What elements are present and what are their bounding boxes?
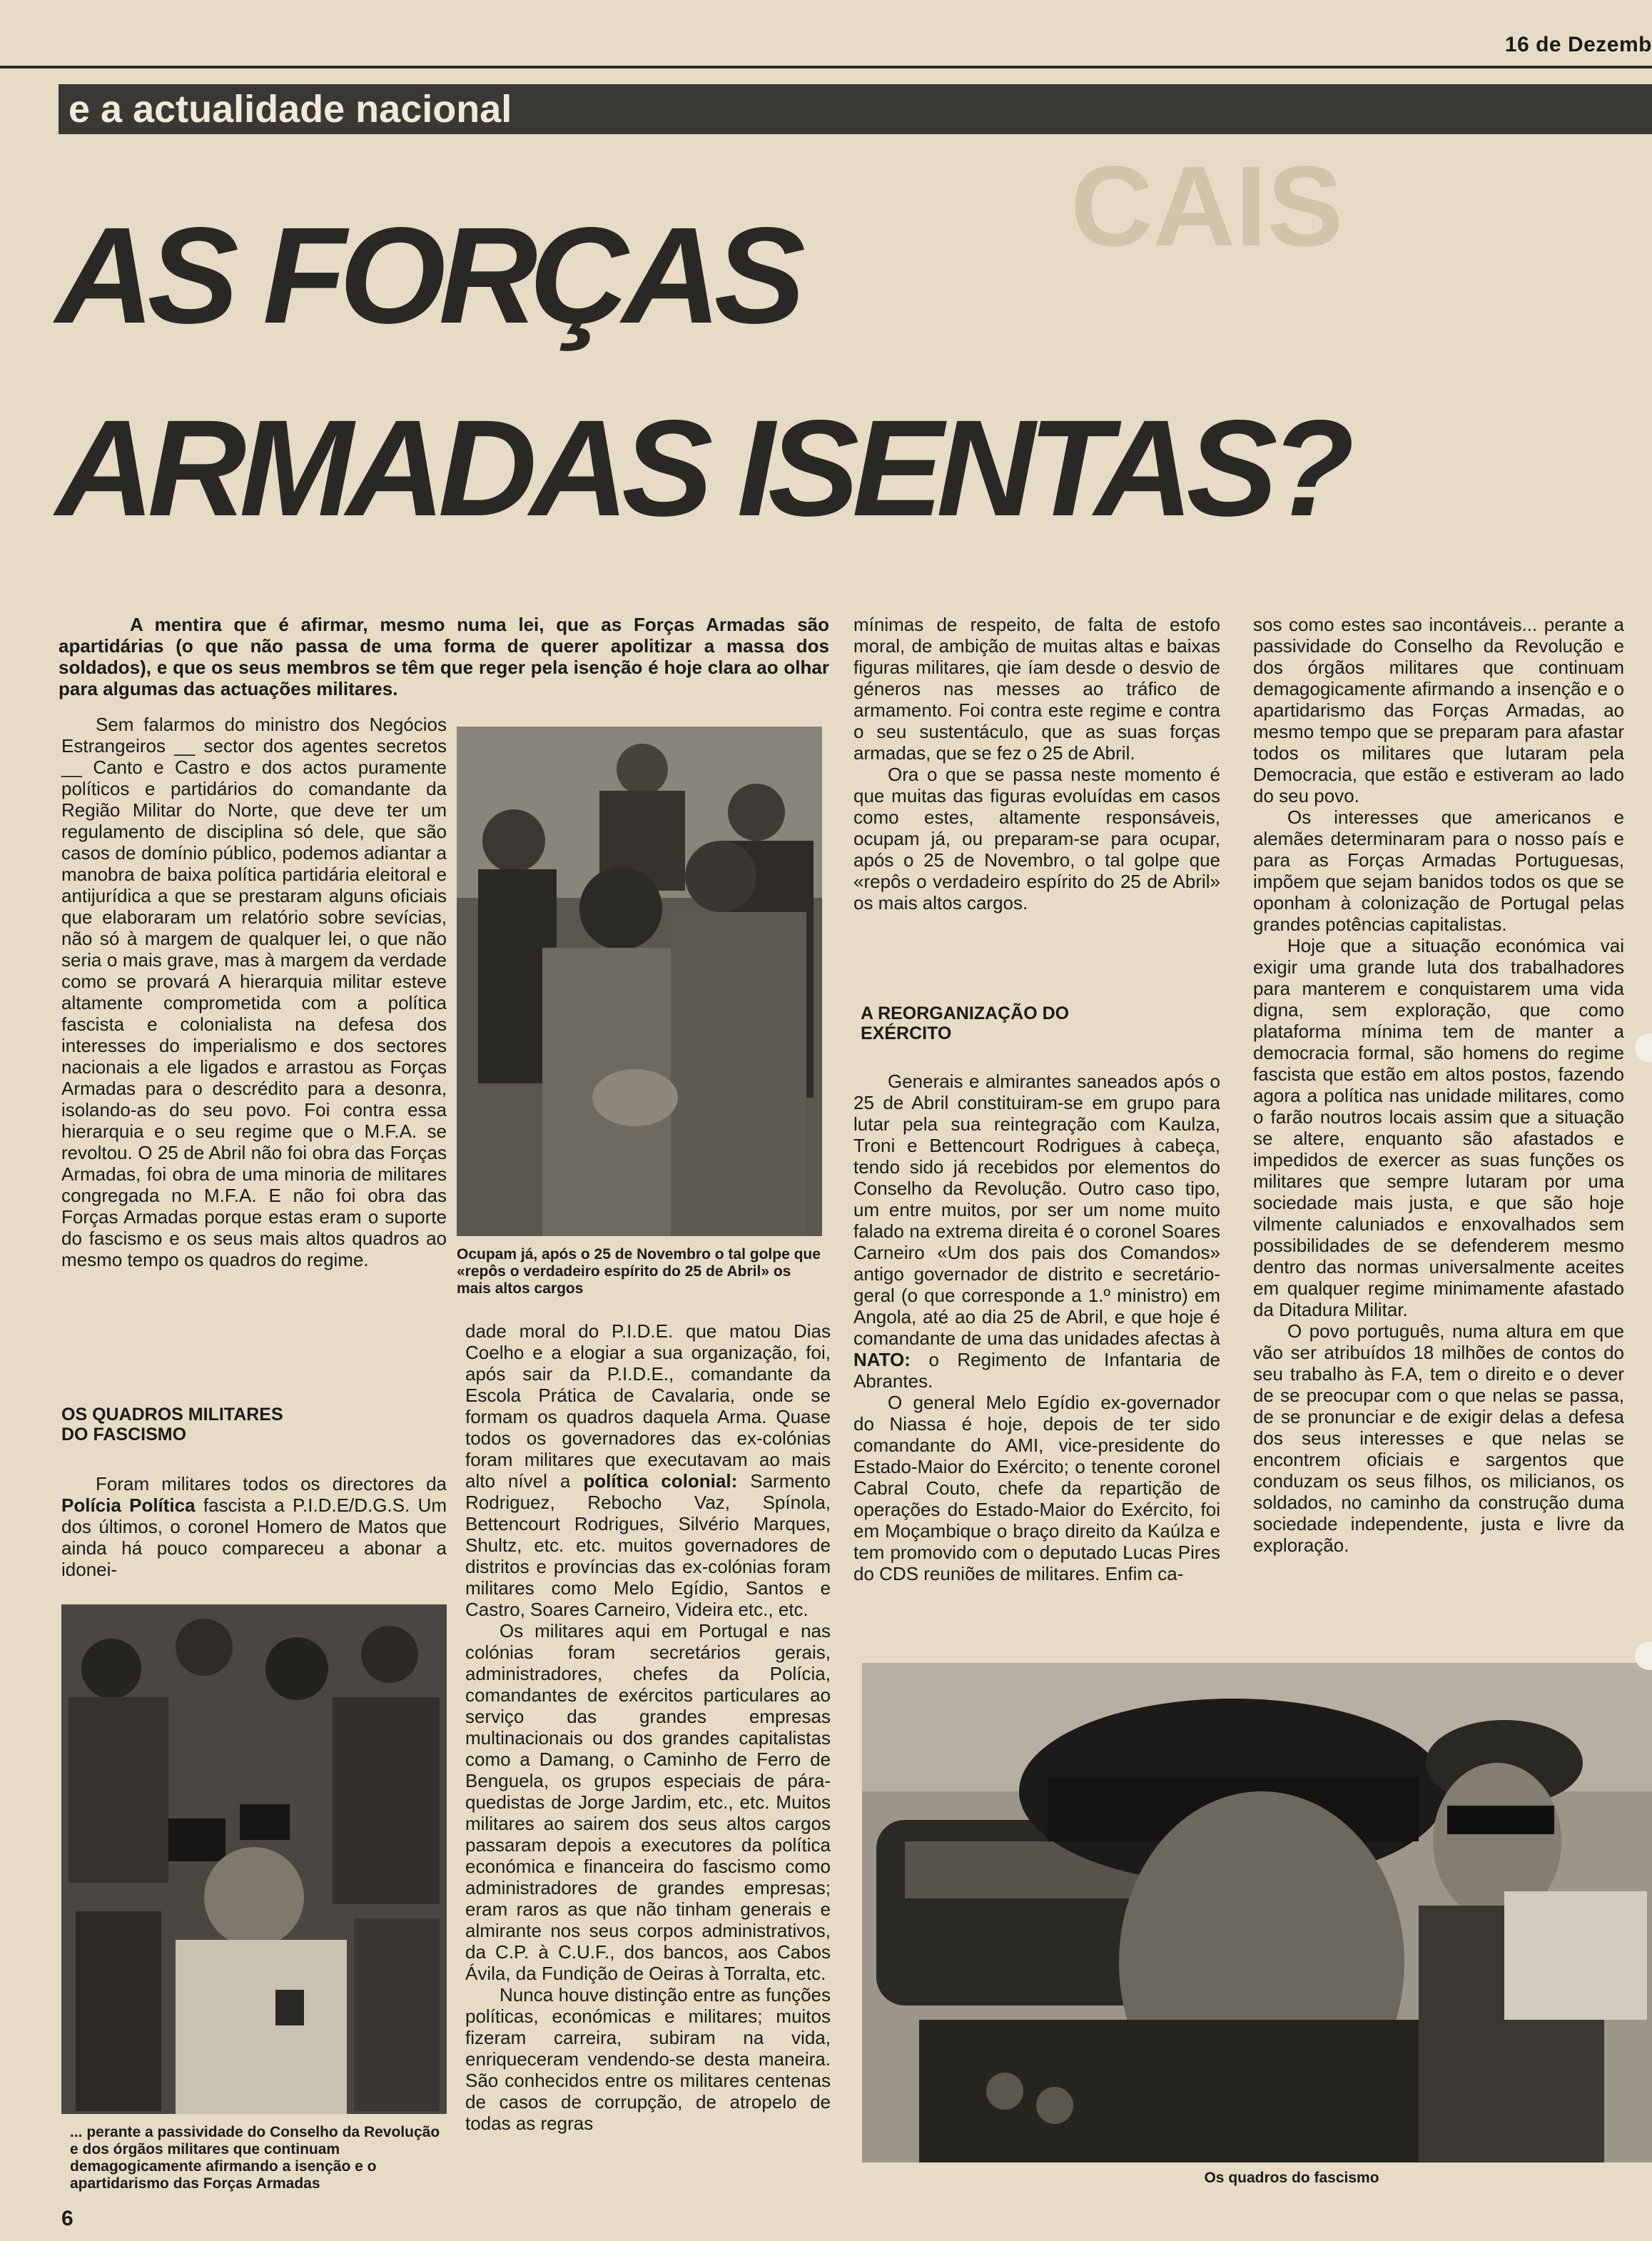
col4-paragraph-3: Hoje que a situação económica vai exigir uma grande luta dos trabalhadores para manterem e conquistarem uma vida digna, sem exploração, que como plataforma mínima tem de manter a democracia formal, são homens do regime fascista que estão em altos postos, fazendo agora a política nas unidade militares, como o farão noutros locais assim que a situação se altere, enquanto são afastados e impedidos de exercer as suas funções os militares que sempre lutaram por uma sociedade mais justa, e que são hoje vilmente caluniados e enxovalhados sem possibilidades de se defenderem mesmo dentro das normas universalmente aceites em qualquer regime minimamente afastado da Ditadura Militar.: [1253, 935, 1624, 1320]
col2-p1-start: dade moral do P.I.D.E. que matou Dias Coelho e a elogiar a sua organização, foi, após sair da P.I.D.E., comandante da Escola Prática de Cavalaria, onde se formam os quadros daquela Arma. Quase todos os governadores das ex-colónias foram militares que executavam ao mais alto nível a: [465, 1320, 831, 1492]
col3-paragraph-3: [853, 1071, 1220, 1392]
top-rule: [0, 66, 1652, 69]
col1-subhead: OS QUADROS MILITARES DO FASCISMO: [61, 1405, 283, 1445]
col1-paragraph-1: Sem falarmos do ministro dos Negócios Estrangeiros __ sector dos agentes secretos __ Canto e Castro e dos actos puramente políticos e partidários do comandante da Região Militar do Norte, que deve ter um regulamento de disciplina só dele, que são casos de domínio público, podemos adiantar a manobra de baixa política partidária eleitoral e antijurídica a que se prestaram alguns oficiais que elaboraram um relatório sobre sevícias, não só à margem de qualquer lei, o que não seria o mais grave, mas à margem da verdade como se provará A hierarquia militar esteve altamente comprometida com a política fascista e colonialista na defesa dos interesses do imperialismo e dos sectores nacionais a ele ligados e arrastou as Forças Armadas para o descrédito para a desonra, isolando-as do seu povo. Foi contra essa hierarquia e o seu regime que o M.F.A. se revoltou. O 25 de Abril não foi obra das Forças Armadas, foi obra de uma minoria de militares congregada no M.F.A. E não foi obra das Forças Armadas porque estas eram o suporte do fascismo e os seus mais altos quadros ao mesmo tempo os quadros do regime.: [61, 714, 447, 1270]
column-1-top: [61, 714, 447, 1270]
col3-paragraph-4: O general Melo Egídio ex-governador do Niassa é hoje, depois de ter sido comandante do AMI, vice-presidente do Estado-Maior do Exército; o tenente coronel Cabral Couto, chefe da repartição de operações do Estado-Maior do Exército, foi em Moçambique o braço direito da Kaúlza e tem promovido com o deputado Lucas Pires do CDS reuniões de militares. Enfim ca-: [853, 1392, 1220, 1584]
photo-officers-fascism: [862, 1663, 1652, 2162]
col2-p1-end: Sarmento Rodriguez, Rebocho Vaz, Spínola, Bettencourt Rodrigues, Silvério Marques, Shultz, etc. etc. muitos governadores de distritos e províncias das ex-colónias foram militares como Melo Egídio, Santos e Castro, Soares Carneiro, Videira etc., etc.: [465, 1470, 831, 1620]
photo-generals-embrace: [457, 727, 822, 1236]
col1-subhead-wrap: [61, 1405, 447, 1445]
col2-paragraph-1: [465, 1320, 831, 1620]
col1-paragraph-2: [61, 1473, 447, 1580]
column-2: [465, 1320, 831, 2134]
photo-generals-embrace-image: [457, 727, 822, 1236]
photo-generals-caption: Ocupam já, após o 25 de Novembro o tal golpe que «repôs o verdadeiro espírito do 25 de Abril» os mais altos cargos: [457, 1246, 821, 1297]
col1-p2-bold: Polícia Política: [61, 1494, 196, 1516]
photo-crowd-image: [61, 1604, 447, 2114]
photo-crowd-caption: ... perante a passividade do Conselho da Revolução e dos órgãos militares que continuam demagogicamente afirmando a isenção e o apartidarismo das Forças Armadas: [70, 2124, 440, 2192]
column-4: [1253, 614, 1624, 1556]
col3-p3-start: Generais e almirantes saneados após o 25 de Abril constituiram-se em grupo para lutar pela sua reintegração com Kaulza, Troni e Bettencourt Rodrigues à cabeça, tendo sido já recebidos por elementos do Conselho da Revolução. Outro caso tipo, um entre muitos, por ser um nome muito falado na extrema direita é o coronel Soares Carneiro «Um dos pais dos Comandos» antigo governador de distrito e secretário-geral (o que corresponde a 1.º ministro) em Angola, até ao dia 25 de Abril, e que hoje é comandante de uma das unidades afectas à: [853, 1071, 1220, 1349]
col2-p1-bold: política colonial:: [583, 1470, 738, 1492]
page-number: 6: [61, 2207, 74, 2230]
headline-line-2: ARMADAS ISENTAS?: [56, 391, 1347, 545]
col2-paragraph-2: Os militares aqui em Portugal e nas colónias foram secretários gerais, administradores, chefes da Polícia, comandantes de exércitos particulares ao serviço das grandes empresas multinacionais ou dos grandes capitalistas como a Damang, o Caminho de Ferro de Benguela, os grupos especiais de pára-quedistas de Jorge Jardim, etc., etc. Muitos militares ao sairem dos seus altos cargos passaram depois a executores da política económica e financeira do fascismo como administradores de grandes empresas; eram raros as que não tinham generais e almirante nos seus corpos administrativos, da C.P. à C.U.F., dos bancos, aos Cabos Ávila, da Fundição de Oeiras à Torralta, etc.: [465, 1620, 831, 1984]
headline-line-1: AS FORÇAS: [56, 198, 799, 352]
col3-p3-end: o Regimento de Infantaria de Abrantes.: [853, 1349, 1220, 1392]
col3-paragraph-2: Ora o que se passa neste momento é que muitas das figuras evoluídas em casos como estes, altamente responsáveis, ocupam já, ou preparam-se para ocupar, após o 25 de Novembro, o tal golpe que «repôs o verdadeiro espírito do 25 de Abril» os mais altos cargos.: [853, 764, 1220, 914]
col3-p3-bold: NATO:: [853, 1349, 911, 1370]
photo-officers-image: [862, 1663, 1652, 2162]
col4-paragraph-1: sos como estes sao incontáveis... perante a passividade do Conselho da Revolução e dos órgãos militares que continuam demagogicamente afirmando a insenção e o apartidarismo das Forças Armadas, ao mesmo tempo que se preparam para afastar todos os militares que lutaram pela Democracia, que estão e estiveram ao lado do seu povo.: [1253, 614, 1624, 806]
col1-p2-end: fascista a P.I.D.E/D.G.S. Um dos últimos, o coronel Homero de Matos que ainda há pouco compareceu a abonar a idonei-: [61, 1494, 447, 1580]
photo-officers-caption: Os quadros do fascismo: [1204, 2170, 1379, 2186]
lead-paragraph: A mentira que é afirmar, mesmo numa lei, que as Forças Armadas são apartidárias (o que não passa de uma forma de querer apolitizar a massa dos soldados), e que os seus membros se têm que reger pela isenção é hoje clara ao olhar para algumas das actuações militares.: [59, 614, 829, 699]
col1-p2-start: Foram militares todos os directores da: [96, 1473, 447, 1494]
photo-crowd-cameras: [61, 1604, 447, 2114]
col3-subhead-wrap: [861, 1003, 1075, 1043]
column-3-bottom: [853, 1071, 1220, 1584]
column-1-bottom: [61, 1473, 447, 1580]
ghost-word: CAIS: [1070, 146, 1344, 270]
binder-punch-hole: [1635, 1033, 1652, 1062]
col3-paragraph-1: mínimas de respeito, de falta de estofo moral, de ambição de muitas altas e baixas figuras militares, qie íam desde o desvio de géneros nas messes ao tráfico de armamento. Foi contra este regime e contra o seu sustentáculo, que as suas forças armadas, que se fez o 25 de Abril.: [853, 614, 1220, 764]
col3-subhead: A REORGANIZAÇÃO DO EXÉRCITO: [861, 1003, 1070, 1043]
col4-paragraph-4: O povo português, numa altura em que vão ser atribuídos 18 milhões de contos do seu trabalho às F.A, tem o direito e o dever de se preocupar com o que nelas se passa, de se pronunciar e de exigir delas a defesa dos seus interesses e que nelas se encontrem oficiais e sargentos que conduzam os seus filhos, os milicianos, os soldados, no caminho da construção duma sociedade independente, justa e livre da exploração.: [1253, 1320, 1624, 1556]
column-3-top: [853, 614, 1220, 914]
col2-paragraph-3: Nunca houve distinção entre as funções políticas, económicas e militares; muitos fizeram carreira, subiram na vida, enriqueceram vendendo-se desta maneira. São conhecidos entre os militares centenas de casos de corrupção, de atropelo de todas as regras: [465, 1984, 831, 2134]
issue-date: 16 de Dezemb: [1504, 33, 1652, 56]
section-banner: e a actualidade nacional: [59, 84, 1652, 134]
col4-paragraph-2: Os interesses que americanos e alemães determinaram para o nosso país e para as Forças Armadas Portuguesas, impõem que sejam banidos todos os que se oponham à colonização de Portugal pelas grandes potências capitalistas.: [1253, 806, 1624, 935]
